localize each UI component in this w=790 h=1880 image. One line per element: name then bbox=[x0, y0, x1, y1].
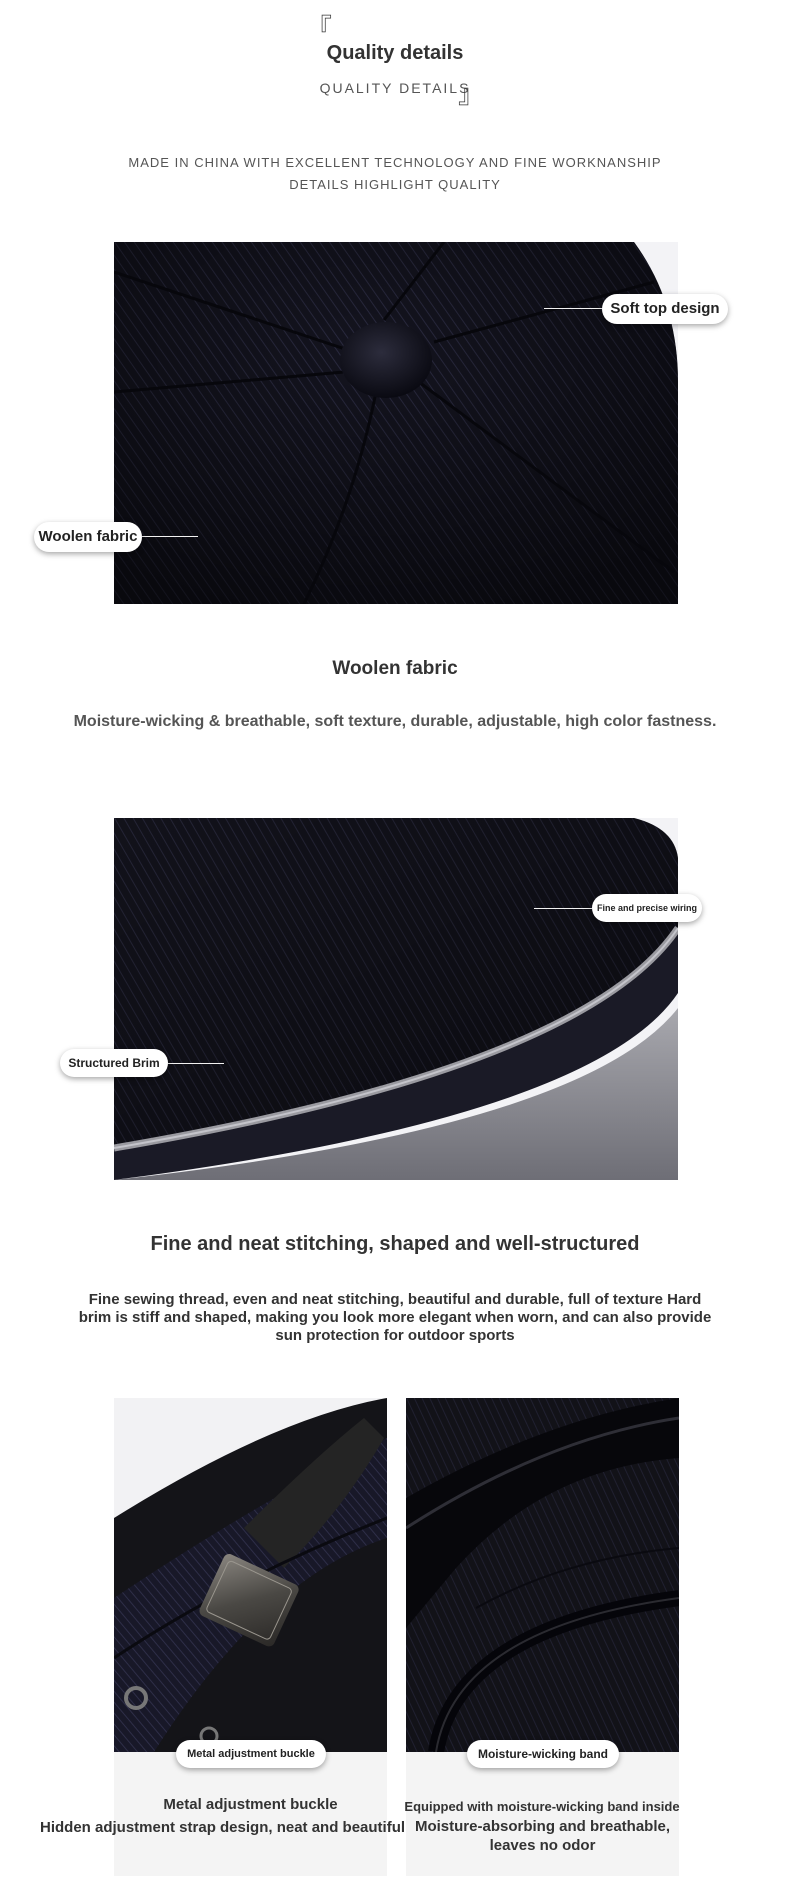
cap-crown-photo bbox=[114, 242, 678, 604]
soft-top-design-callout: Soft top design bbox=[602, 294, 728, 324]
stitching-description-line-3: sun protection for outdoor sports bbox=[275, 1327, 515, 1344]
moisture-band-caption-title: Equipped with moisture-wicking band inside bbox=[404, 1799, 680, 1814]
stitching-description-line-2: brim is stiff and shaped, making you look more elegant when worn, and can also provide bbox=[78, 1309, 712, 1326]
metal-buckle-caption-desc: Hidden adjustment strap design, neat and beautiful bbox=[40, 1819, 406, 1836]
page-subtitle: QUALITY DETAILS bbox=[319, 80, 471, 96]
structured-brim-leader-line bbox=[168, 1063, 224, 1064]
woolen-fabric-leader-line bbox=[142, 536, 198, 537]
metal-buckle-caption-panel bbox=[114, 1752, 387, 1876]
close-bracket-glyph: 』 bbox=[458, 80, 485, 110]
soft-top-leader-line bbox=[544, 308, 602, 309]
moisture-band-label: Moisture-wicking band bbox=[467, 1740, 619, 1768]
woolen-fabric-description: Moisture-wicking & breathable, soft texture, durable, adjustable, high color fastness. bbox=[73, 713, 717, 730]
metal-buckle-photo bbox=[114, 1398, 387, 1752]
moisture-band-photo bbox=[406, 1398, 679, 1752]
tagline-line-2: DETAILS HIGHLIGHT QUALITY bbox=[289, 177, 501, 192]
woolen-fabric-callout: Woolen fabric bbox=[34, 522, 142, 552]
structured-brim-callout: Structured Brim bbox=[60, 1049, 168, 1077]
tagline-line-1: MADE IN CHINA WITH EXCELLENT TECHNOLOGY AND FINE WORKNANSHIP bbox=[128, 155, 662, 170]
woolen-fabric-title: Woolen fabric bbox=[332, 658, 458, 679]
metal-buckle-caption-title: Metal adjustment buckle bbox=[163, 1796, 338, 1813]
open-bracket-glyph: 『 bbox=[306, 14, 333, 44]
cap-brim-photo bbox=[114, 818, 678, 1180]
fine-wiring-callout: Fine and precise wiring bbox=[592, 894, 702, 922]
moisture-band-caption-desc-line-1: Moisture-absorbing and breathable, bbox=[414, 1818, 671, 1835]
metal-buckle-label: Metal adjustment buckle bbox=[176, 1740, 326, 1768]
moisture-band-caption-desc-line-2: leaves no odor bbox=[489, 1837, 596, 1854]
stitching-description-line-1: Fine sewing thread, even and neat stitching, beautiful and durable, full of texture Hard bbox=[88, 1291, 702, 1308]
page-title: Quality details bbox=[326, 42, 464, 64]
wiring-leader-line bbox=[534, 908, 592, 909]
stitching-title: Fine and neat stitching, shaped and well-structured bbox=[150, 1233, 640, 1255]
